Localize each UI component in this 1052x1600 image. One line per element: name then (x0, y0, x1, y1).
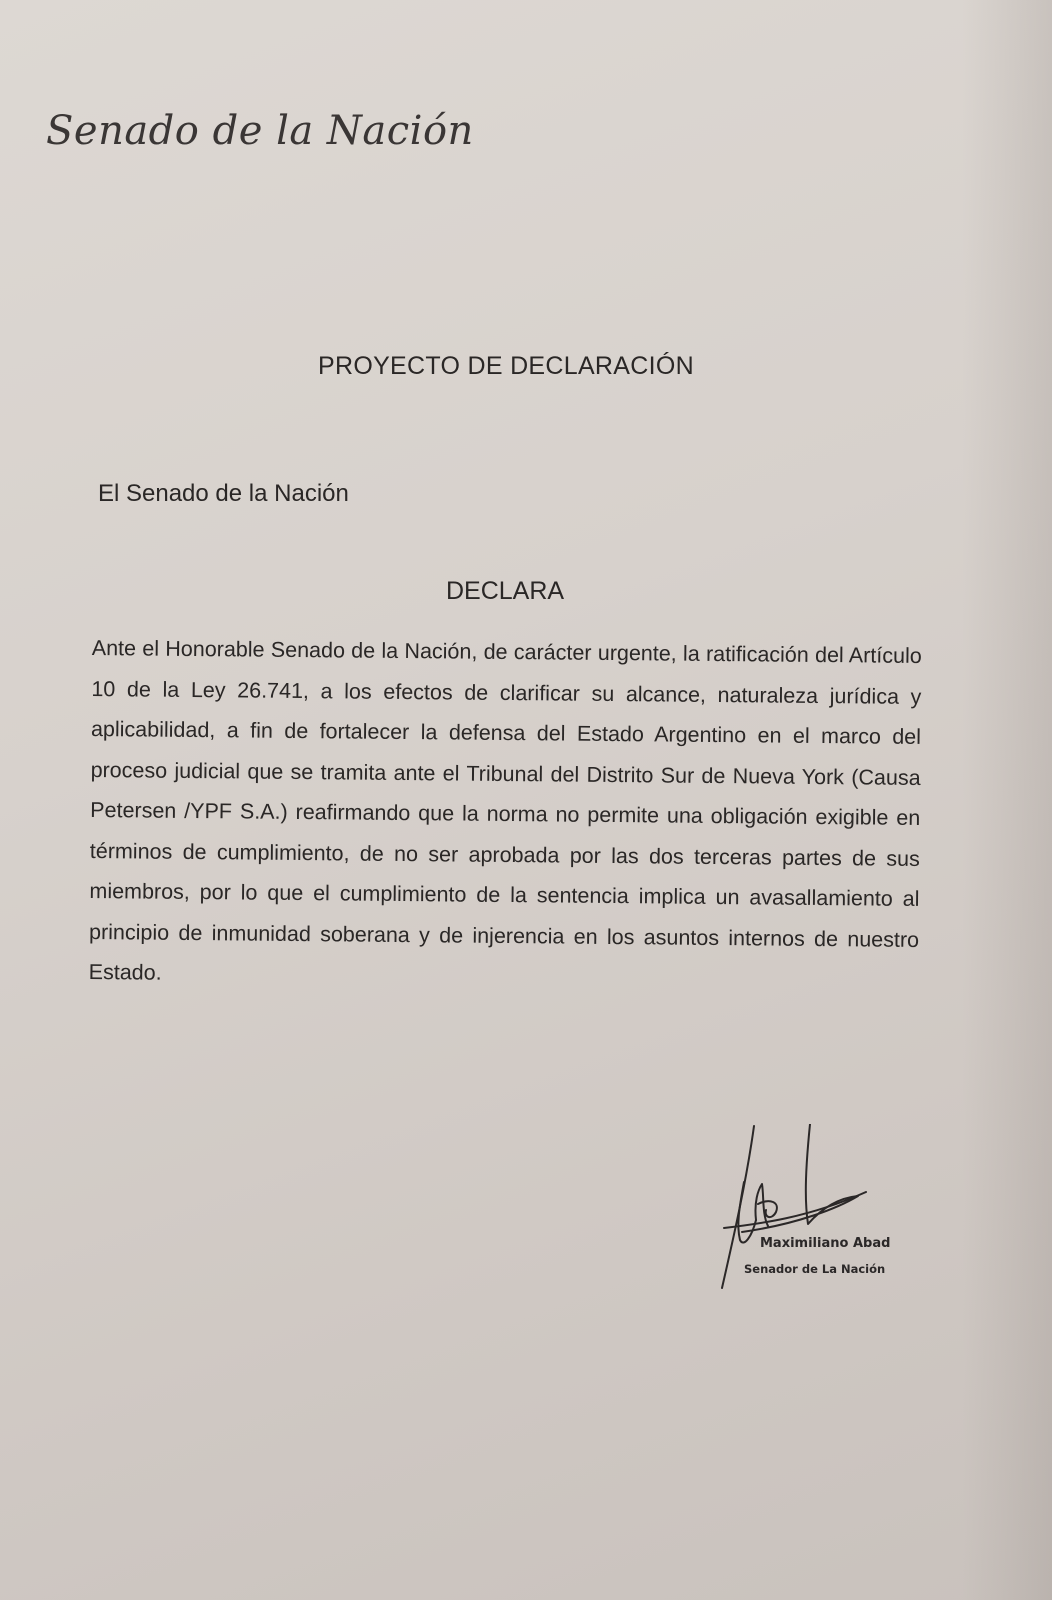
declaration-verb: DECLARA (446, 577, 565, 605)
handwritten-signature (718, 1124, 891, 1314)
signer-name: Maximiliano Abad (760, 1236, 891, 1251)
salutation: El Senado de la Nación (98, 480, 349, 507)
declaration-body: Ante el Honorable Senado de la Nación, de carácter urgente, la ratificación del Artículo 10 de la Ley 26.741, a los efectos de clarificar su alcance, naturaleza jurídica y aplicabilidad, a fin de fortalecer la defensa del Estado Argentino en el marco del proceso judicial que se tramita ante el Tribunal del Distrito Sur de Nueva York (Causa Petersen /YPF S.A.) reafirmando que la norma no permite una obligación exigible en términos de cumplimiento, de no ser aprobada por las dos terceras partes de sus miembros, por lo que el cumplimiento de la sentencia implica un avasallamiento al principio de inmunidad soberana y de injerencia en los asuntos internos de nuestro Estado. (88, 635, 922, 985)
document-title: PROYECTO DE DECLARACIÓN (318, 352, 694, 380)
signer-role: Senador de La Nación (744, 1262, 886, 1276)
letterhead: Senado de la Nación (46, 108, 474, 154)
signature-block (718, 1124, 891, 1314)
page-edge-shadow (962, 0, 1052, 1600)
